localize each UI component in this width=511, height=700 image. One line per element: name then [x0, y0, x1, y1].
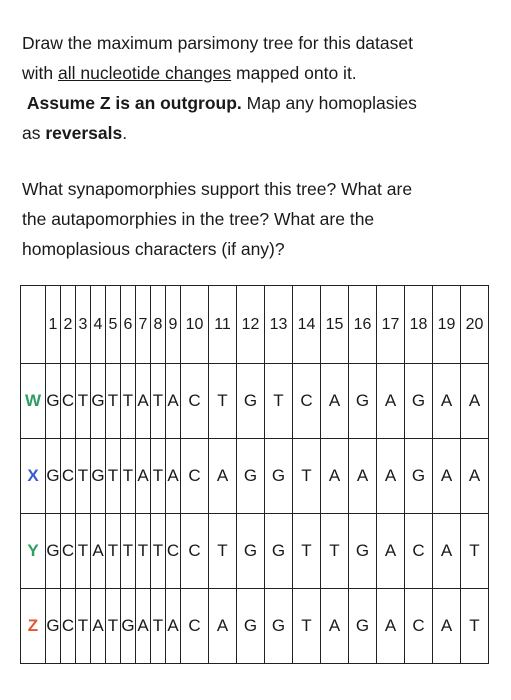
- state-cell: A: [433, 514, 461, 589]
- character-number-17: 17: [377, 286, 405, 364]
- state-cell: C: [181, 439, 209, 514]
- character-matrix: [20, 285, 489, 664]
- state-cell: A: [349, 439, 377, 514]
- state-cell: A: [377, 589, 405, 664]
- state-cell: G: [46, 589, 61, 664]
- instruction-text: .: [122, 123, 128, 143]
- state-cell: T: [209, 514, 237, 589]
- state-cell: T: [76, 514, 91, 589]
- taxon-label-y: Y: [21, 514, 46, 589]
- state-cell: A: [91, 589, 106, 664]
- state-cell: C: [181, 364, 209, 439]
- state-cell: G: [46, 514, 61, 589]
- state-cell: C: [61, 439, 76, 514]
- state-cell: C: [61, 364, 76, 439]
- state-cell: G: [121, 589, 136, 664]
- taxon-label-z: Z: [21, 589, 46, 664]
- state-cell: A: [91, 514, 106, 589]
- state-cell: A: [321, 439, 349, 514]
- state-cell: A: [209, 439, 237, 514]
- state-cell: A: [377, 439, 405, 514]
- character-number-11: 11: [209, 286, 237, 364]
- state-cell: G: [237, 439, 265, 514]
- character-number-2: 2: [61, 286, 76, 364]
- state-cell: T: [209, 364, 237, 439]
- state-cell: G: [265, 589, 293, 664]
- character-number-9: 9: [166, 286, 181, 364]
- taxon-row-w: [21, 364, 489, 439]
- taxon-row-z: [21, 589, 489, 664]
- state-cell: A: [136, 364, 151, 439]
- state-cell: G: [91, 439, 106, 514]
- reversals-term: reversals: [45, 123, 123, 143]
- character-number-20: 20: [461, 286, 489, 364]
- state-cell: A: [136, 439, 151, 514]
- state-cell: G: [349, 589, 377, 664]
- state-cell: C: [405, 589, 433, 664]
- character-matrix-table: [20, 285, 489, 664]
- state-cell: G: [46, 439, 61, 514]
- state-cell: T: [76, 439, 91, 514]
- instruction-paragraph: [22, 28, 500, 148]
- state-cell: T: [121, 364, 136, 439]
- state-cell: G: [265, 514, 293, 589]
- state-cell: G: [405, 439, 433, 514]
- state-cell: T: [265, 364, 293, 439]
- state-cell: T: [293, 439, 321, 514]
- state-cell: C: [181, 589, 209, 664]
- underlined-phrase: all nucleotide changes: [57, 63, 232, 83]
- state-cell: A: [166, 589, 181, 664]
- state-cell: T: [76, 589, 91, 664]
- character-number-15: 15: [321, 286, 349, 364]
- state-cell: G: [237, 514, 265, 589]
- character-number-8: 8: [151, 286, 166, 364]
- taxon-row-x: [21, 439, 489, 514]
- taxon-label-x: X: [21, 439, 46, 514]
- character-number-7: 7: [136, 286, 151, 364]
- matrix-header-row: [21, 286, 489, 364]
- character-number-14: 14: [293, 286, 321, 364]
- state-cell: T: [76, 364, 91, 439]
- state-cell: A: [166, 439, 181, 514]
- character-number-6: 6: [121, 286, 136, 364]
- outgroup-assumption: Assume Z is an outgroup.: [26, 93, 242, 113]
- character-number-12: 12: [237, 286, 265, 364]
- state-cell: T: [461, 514, 489, 589]
- state-cell: T: [106, 439, 121, 514]
- state-cell: A: [209, 589, 237, 664]
- state-cell: A: [166, 364, 181, 439]
- state-cell: G: [91, 364, 106, 439]
- state-cell: T: [106, 589, 121, 664]
- question-line-2: the autapomorphies in the tree? What are the: [22, 209, 375, 229]
- question-line-1: What synapomorphies support this tree? What are: [22, 179, 413, 199]
- state-cell: A: [461, 439, 489, 514]
- state-cell: G: [46, 364, 61, 439]
- state-cell: T: [121, 439, 136, 514]
- character-number-5: 5: [106, 286, 121, 364]
- matrix-corner-cell: [21, 286, 46, 364]
- state-cell: T: [151, 514, 166, 589]
- state-cell: C: [293, 364, 321, 439]
- instruction-text: with: [22, 63, 58, 83]
- state-cell: T: [106, 364, 121, 439]
- state-cell: T: [461, 589, 489, 664]
- instruction-text: as: [22, 123, 46, 143]
- state-cell: C: [181, 514, 209, 589]
- state-cell: T: [121, 514, 136, 589]
- state-cell: A: [433, 589, 461, 664]
- state-cell: A: [461, 364, 489, 439]
- state-cell: T: [293, 514, 321, 589]
- instruction-line-3: [22, 88, 500, 118]
- state-cell: A: [321, 589, 349, 664]
- state-cell: A: [321, 364, 349, 439]
- state-cell: T: [151, 364, 166, 439]
- state-cell: G: [349, 364, 377, 439]
- state-cell: A: [433, 439, 461, 514]
- state-cell: T: [151, 589, 166, 664]
- state-cell: G: [405, 364, 433, 439]
- character-number-13: 13: [265, 286, 293, 364]
- character-number-19: 19: [433, 286, 461, 364]
- instruction-line-2: [22, 58, 500, 88]
- state-cell: G: [237, 589, 265, 664]
- character-number-18: 18: [405, 286, 433, 364]
- character-number-4: 4: [91, 286, 106, 364]
- state-cell: T: [106, 514, 121, 589]
- taxon-label-w: W: [21, 364, 46, 439]
- state-cell: A: [377, 514, 405, 589]
- state-cell: T: [136, 514, 151, 589]
- character-number-16: 16: [349, 286, 377, 364]
- state-cell: C: [166, 514, 181, 589]
- character-number-3: 3: [76, 286, 91, 364]
- state-cell: G: [237, 364, 265, 439]
- state-cell: C: [405, 514, 433, 589]
- state-cell: T: [321, 514, 349, 589]
- instruction-line-4: [22, 118, 500, 148]
- state-cell: T: [293, 589, 321, 664]
- instruction-text: Map any homoplasies: [241, 93, 417, 113]
- question-line-3: homoplasious characters (if any)?: [22, 239, 285, 259]
- state-cell: A: [377, 364, 405, 439]
- questions-paragraph: [22, 174, 500, 264]
- state-cell: T: [151, 439, 166, 514]
- state-cell: C: [61, 514, 76, 589]
- state-cell: C: [61, 589, 76, 664]
- state-cell: G: [349, 514, 377, 589]
- taxon-row-y: [21, 514, 489, 589]
- character-number-10: 10: [181, 286, 209, 364]
- state-cell: G: [265, 439, 293, 514]
- state-cell: A: [433, 364, 461, 439]
- character-number-1: 1: [46, 286, 61, 364]
- instruction-text: mapped onto it.: [231, 63, 357, 83]
- state-cell: A: [136, 589, 151, 664]
- instruction-line-1: Draw the maximum parsimony tree for this dataset: [22, 33, 413, 53]
